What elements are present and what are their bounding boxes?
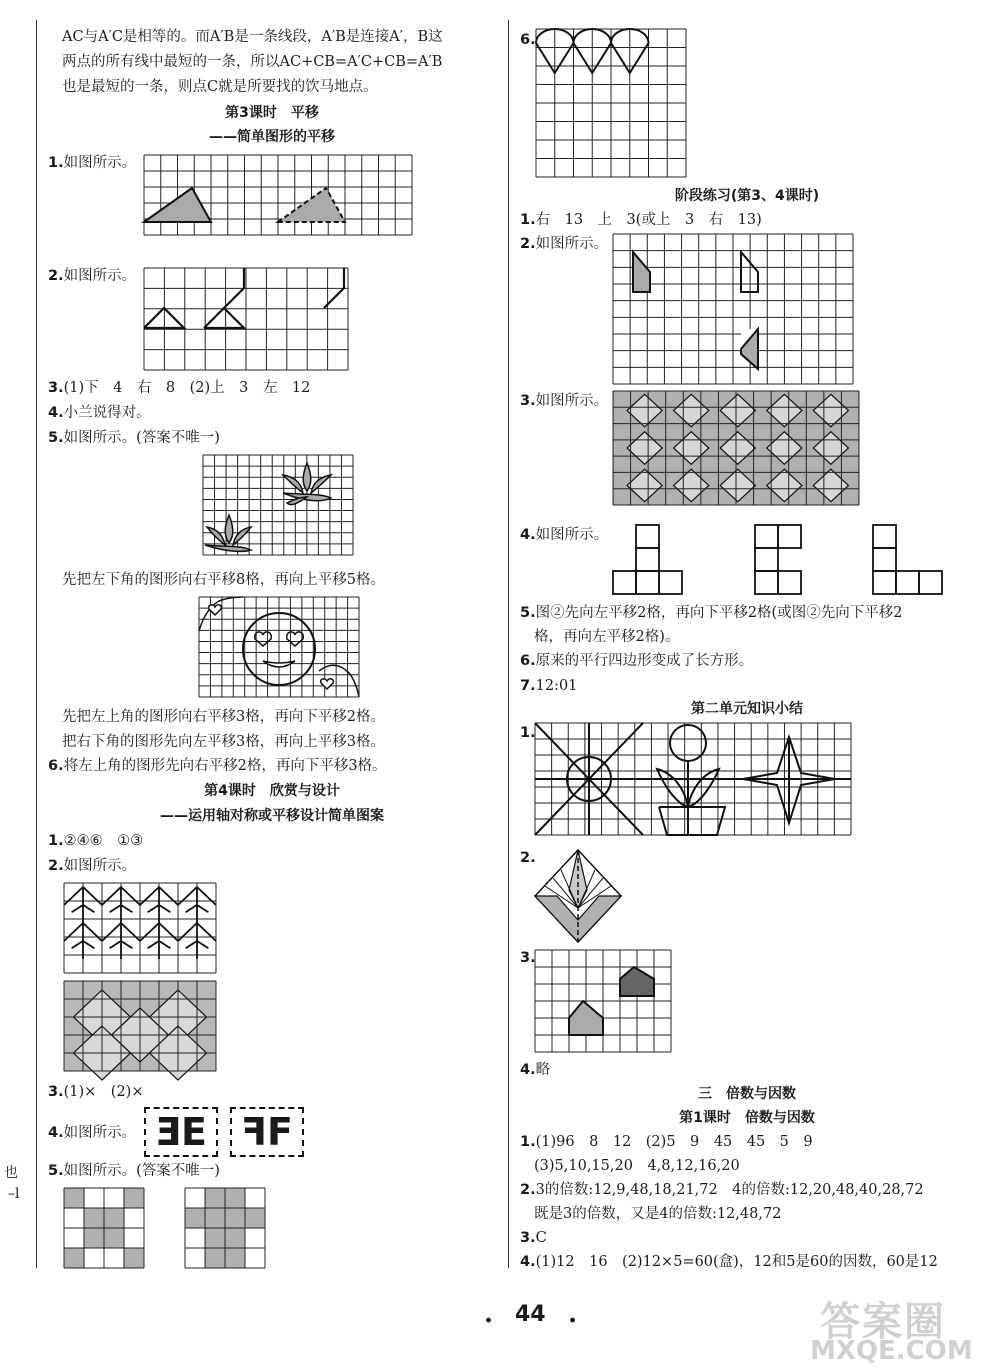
fig-r-q6 bbox=[536, 29, 686, 177]
left-margin-rule bbox=[36, 20, 37, 1268]
l4-q4-fig2-letters: ꟻF bbox=[241, 1110, 293, 1154]
fig-l4-q2-top bbox=[64, 883, 216, 973]
r-u1-num: 1. bbox=[520, 725, 536, 741]
l4-q4: 4.如图所示。 bbox=[48, 1125, 137, 1141]
r-u3-num: 3. bbox=[520, 950, 536, 966]
r-s1: 1.右 13 上 3(或上 3 右 13) bbox=[520, 212, 762, 228]
r-s6: 6.原来的平行四边形变成了长方形。 bbox=[520, 653, 754, 669]
l-q5-line3: 把右下角的图形先向左平移3格，再向上平移3格。 bbox=[62, 734, 385, 750]
r-s5-line1: 5.图②先向左平移2格，再向下平移2格(或图②先向下平移2 bbox=[520, 605, 903, 621]
r-b1-line1: 1.(1)96 8 12 (2)5 9 45 45 5 9 bbox=[520, 1134, 813, 1150]
intro-line-1: AC与A′C是相等的。而A′B是一条线段，A′B是连接A′，B这 bbox=[62, 29, 443, 45]
r-s3: 3.如图所示。 bbox=[520, 393, 609, 409]
fig-l4-q5-a bbox=[64, 1188, 144, 1268]
page-number: 44 bbox=[515, 1302, 546, 1327]
fig-r-s3 bbox=[613, 391, 859, 505]
r-b2-line1: 2.3的倍数:12,9,48,18,21,72 4的倍数:12,20,48,40,28,72 bbox=[520, 1182, 924, 1198]
fig-l-q5-faces bbox=[199, 597, 359, 697]
l-q4: 4.小兰说得对。 bbox=[48, 405, 151, 421]
fig-l-q2 bbox=[144, 268, 348, 370]
summary-title: 第二单元知识小结 bbox=[691, 701, 803, 717]
r-s2: 2.如图所示。 bbox=[520, 236, 609, 252]
l4-q5: 5.如图所示。(答案不唯一) bbox=[48, 1163, 220, 1179]
fig-l-q1 bbox=[144, 155, 412, 235]
r-u4: 4.略 bbox=[520, 1062, 551, 1078]
margin-text: 也 bbox=[4, 1165, 18, 1181]
r-u2-num: 2. bbox=[520, 850, 536, 866]
intro-line-2: 两点的所有线中最短的一条，所以AC+CB=A′C+CB=A′B bbox=[62, 54, 443, 70]
l4-q3: 3.(1)× (2)× bbox=[48, 1084, 144, 1100]
l-q2: 2.如图所示。 bbox=[48, 268, 137, 284]
l-q3: 3.(1)下 4 右 8 (2)上 3 左 12 bbox=[48, 380, 311, 396]
lesson3-title: 第3课时 平移 bbox=[225, 105, 319, 121]
footer-dot-left: · bbox=[484, 1306, 494, 1336]
lesson3-subtitle: ——简单图形的平移 bbox=[209, 129, 335, 145]
fig-r-s4 bbox=[613, 525, 943, 595]
r-b4: 4.(1)12 16 (2)12×5=60(盒)，12和5是60的因数，60是12 bbox=[520, 1254, 938, 1270]
fig-r-u2 bbox=[535, 850, 621, 942]
intro-line-3: 也是最短的一条，则点C就是所要找的饮马地点。 bbox=[62, 79, 378, 95]
fig-l4-q5-b bbox=[185, 1188, 265, 1268]
l-q5-line2: 先把左上角的图形向右平移3格，再向下平移2格。 bbox=[62, 709, 385, 725]
fig-r-s2 bbox=[613, 234, 853, 384]
l-q5: 5.如图所示。(答案不唯一) bbox=[48, 430, 220, 446]
column-divider bbox=[508, 20, 509, 1268]
l4-q2: 2.如图所示。 bbox=[48, 858, 137, 874]
r-b1-line2: (3)5,10,15,20 4,8,12,16,20 bbox=[534, 1158, 740, 1174]
l4-q4-fig1-letters: ƎE bbox=[155, 1110, 207, 1154]
l4-q1: 1.②④⑥ ①③ bbox=[48, 833, 144, 849]
r-b3: 3.C bbox=[520, 1230, 547, 1246]
fig-r-u3 bbox=[535, 950, 671, 1052]
l-q6: 6.将左上角的图形先向右平移2格，再向下平移3格。 bbox=[48, 758, 387, 774]
watermark-url: MXQE.COM bbox=[810, 1336, 973, 1366]
footer-dot-right: · bbox=[568, 1306, 578, 1336]
fig-l-q5-leaves bbox=[203, 455, 353, 555]
fig-l4-q2-bottom bbox=[64, 981, 216, 1071]
r-s5-line2: 格，再向左平移2格)。 bbox=[534, 629, 680, 645]
r-s7: 7.12:01 bbox=[520, 678, 578, 694]
r-q6-num: 6. bbox=[520, 32, 536, 48]
unit3-title: 三 倍数与因数 bbox=[698, 1086, 796, 1102]
r-b2-line2: 既是3的倍数，又是4的倍数:12,48,72 bbox=[534, 1206, 782, 1222]
l-q1: 1.如图所示。 bbox=[48, 155, 137, 171]
watermark-logo: 答案圈 bbox=[820, 1299, 946, 1345]
r-s4: 4.如图所示。 bbox=[520, 527, 609, 543]
lesson1-title: 第1课时 倍数与因数 bbox=[679, 1110, 815, 1126]
margin-mark: –l bbox=[8, 1186, 20, 1202]
stage-title: 阶段练习(第3、4课时) bbox=[674, 188, 820, 204]
fig-r-u1 bbox=[535, 723, 851, 835]
lesson4-subtitle: ——运用轴对称或平移设计简单图案 bbox=[160, 808, 384, 824]
l-q5-line1: 先把左下角的图形向右平移8格，再向上平移5格。 bbox=[62, 572, 385, 588]
lesson4-title: 第4课时 欣赏与设计 bbox=[204, 783, 340, 799]
